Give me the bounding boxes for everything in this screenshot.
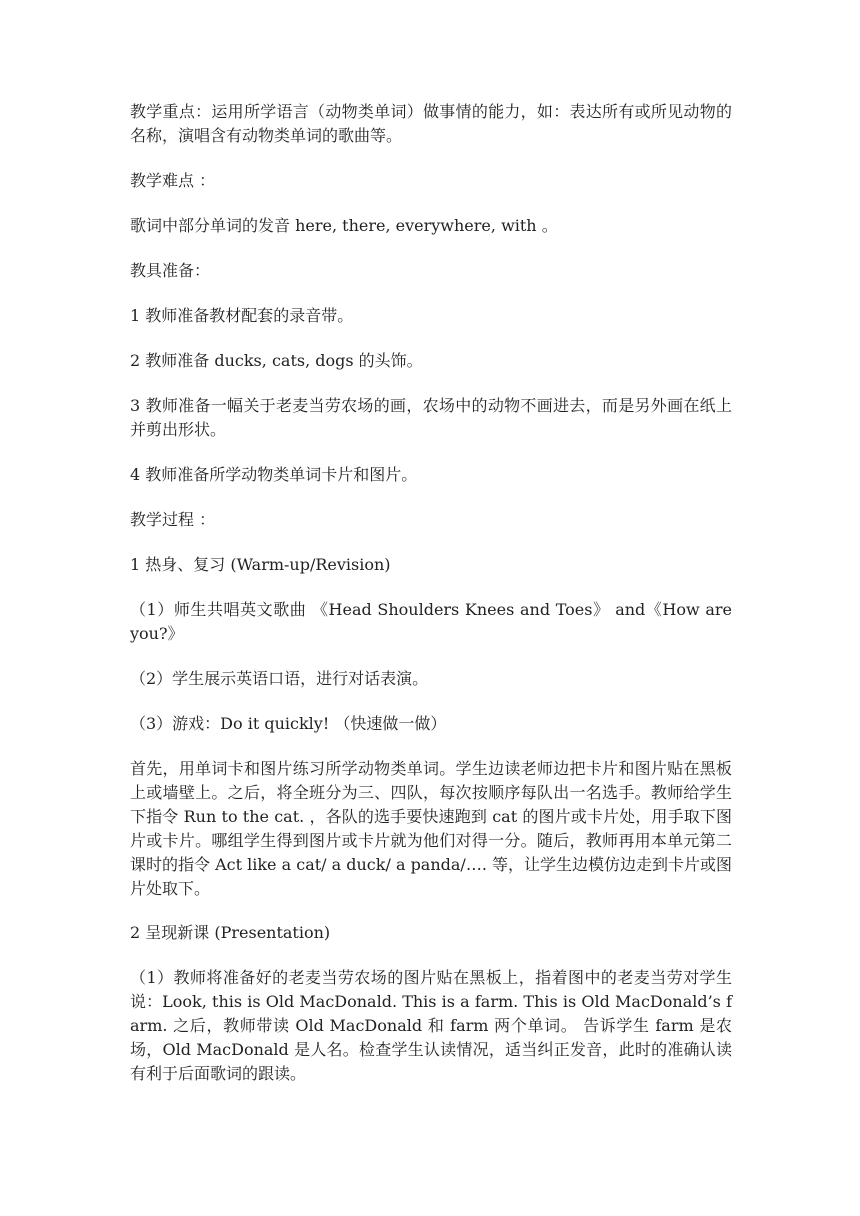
materials-item-1: 1 教师准备教材配套的录音带。 xyxy=(130,306,354,325)
warmup-step-1: （1）师生共唱英文歌曲 《Head Shoulders Knees and Toes》 and《How are you?》 xyxy=(130,600,732,643)
materials-item-4: 4 教师准备所学动物类单词卡片和图片。 xyxy=(130,465,418,484)
procedure-heading: 教学过程 ： xyxy=(130,510,216,529)
pronunciation-paragraph: 歌词中部分单词的发音 here, there, everywhere, with 。 xyxy=(130,216,558,235)
materials-item-2: 2 教师准备 ducks, cats, dogs 的头饰。 xyxy=(130,351,423,370)
game-description-paragraph: 首先，用单词卡和图片练习所学动物类单词。学生边读老师边把卡片和图片贴在黑板上或墙壁上。之后，将全班分为三、四队，每次按顺序每队出一名选手。教师给学生下指令 Run to the cat. ，各队的选手要快速跑到 cat 的图片或卡片处，用手取下图片或卡片。哪组学生得到图片或卡片就为他们对得一分。随后，教师再用本单元第二课时的指令 Act like a cat/ a duck/ a panda/…. 等，让学生边模仿边走到卡片或图片处取下。 xyxy=(130,759,732,898)
document-page xyxy=(130,100,732,1107)
presentation-heading: 2 呈现新课 (Presentation) xyxy=(130,923,331,942)
presentation-step-1: （1）教师将准备好的老麦当劳农场的图片贴在黑板上，指着图中的老麦当劳对学生说：Look, this is Old MacDonald. This is a farm. This is Old MacDonald’s farm. 之后，教师带读 Old MacDonald 和 farm 两个单词。 告诉学生 farm 是农场，Old MacDonald 是人名。检查学生认读情况，适当纠正发音，此时的准确认读有利于后面歌词的跟读。 xyxy=(130,968,732,1083)
materials-heading: 教具准备： xyxy=(130,261,211,280)
teaching-difficulty-heading: 教学难点 ： xyxy=(130,171,216,190)
materials-item-3: 3 教师准备一幅关于老麦当劳农场的画，农场中的动物不画进去，而是另外画在纸上并剪出形状。 xyxy=(130,396,732,439)
warmup-step-2: （2）学生展示英语口语，进行对话表演。 xyxy=(130,669,429,688)
warmup-heading: 1 热身、复习 (Warm-up/Revision) xyxy=(130,555,391,574)
warmup-step-3: （3）游戏：Do it quickly! （快速做一做） xyxy=(130,714,447,733)
teaching-focus-paragraph: 教学重点：运用所学语言（动物类单词）做事情的能力，如：表达所有或所见动物的名称，演唱含有动物类单词的歌曲等。 xyxy=(130,102,732,145)
